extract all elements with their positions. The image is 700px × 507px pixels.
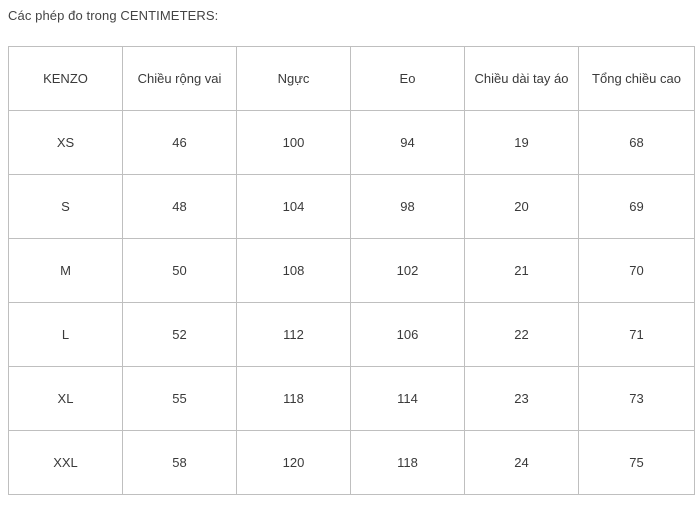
table-row: [9, 431, 695, 495]
table-cell: 102: [351, 239, 465, 303]
table-row: [9, 239, 695, 303]
table-cell: 69: [579, 175, 695, 239]
header-total-length: Tổng chiều cao: [579, 47, 695, 111]
table-cell: 23: [465, 367, 579, 431]
header-shoulder-width: Chiều rộng vai: [123, 47, 237, 111]
table-cell: 68: [579, 111, 695, 175]
measurement-caption: Các phép đo trong CENTIMETERS:: [8, 8, 219, 23]
table-row: [9, 303, 695, 367]
table-cell: 98: [351, 175, 465, 239]
table-cell: 112: [237, 303, 351, 367]
table-cell: 120: [237, 431, 351, 495]
size-label: XS: [9, 111, 123, 175]
table-cell: 21: [465, 239, 579, 303]
size-label: XL: [9, 367, 123, 431]
size-label: XXL: [9, 431, 123, 495]
table-cell: 52: [123, 303, 237, 367]
table-cell: 22: [465, 303, 579, 367]
table-cell: 19: [465, 111, 579, 175]
table-cell: 46: [123, 111, 237, 175]
table-cell: 70: [579, 239, 695, 303]
table-row: [9, 367, 695, 431]
header-sleeve-length: Chiều dài tay áo: [465, 47, 579, 111]
table-row: [9, 111, 695, 175]
table-cell: 118: [351, 431, 465, 495]
table-cell: 71: [579, 303, 695, 367]
table-cell: 75: [579, 431, 695, 495]
table-cell: 20: [465, 175, 579, 239]
size-label: L: [9, 303, 123, 367]
table-cell: 24: [465, 431, 579, 495]
header-waist: Eo: [351, 47, 465, 111]
table-cell: 73: [579, 367, 695, 431]
table-cell: 114: [351, 367, 465, 431]
size-label: M: [9, 239, 123, 303]
header-chest: Ngực: [237, 47, 351, 111]
table-cell: 106: [351, 303, 465, 367]
size-chart-table: [8, 46, 695, 495]
table-cell: 100: [237, 111, 351, 175]
table-cell: 108: [237, 239, 351, 303]
table-row: [9, 175, 695, 239]
table-cell: 94: [351, 111, 465, 175]
header-brand: KENZO: [9, 47, 123, 111]
table-cell: 118: [237, 367, 351, 431]
table-cell: 48: [123, 175, 237, 239]
table-header-row: [9, 47, 695, 111]
table-cell: 50: [123, 239, 237, 303]
table-cell: 104: [237, 175, 351, 239]
table-cell: 55: [123, 367, 237, 431]
size-label: S: [9, 175, 123, 239]
table-cell: 58: [123, 431, 237, 495]
